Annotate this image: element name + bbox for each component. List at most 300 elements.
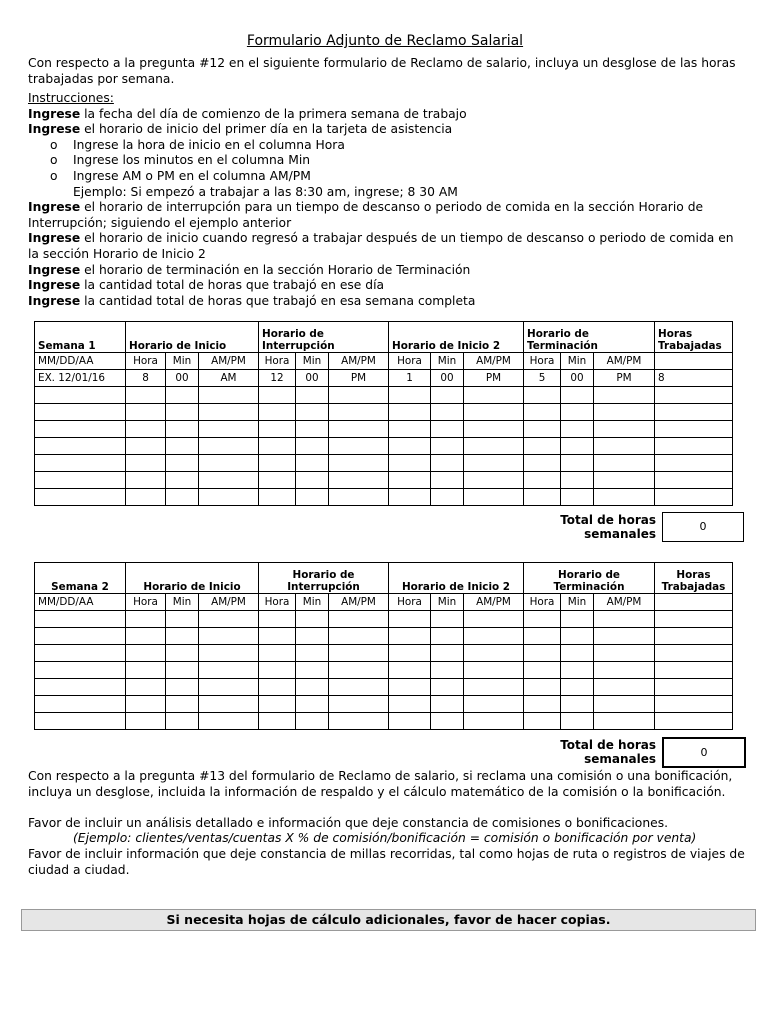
example-start2-min: 00 (431, 370, 464, 387)
hour-label: Hora (389, 353, 431, 370)
entry-cell[interactable] (259, 387, 296, 404)
example-break-min: 00 (296, 370, 329, 387)
entry-cell[interactable] (594, 628, 655, 645)
table-row (35, 645, 733, 662)
entry-cell[interactable] (594, 489, 655, 506)
entry-cell[interactable] (389, 679, 431, 696)
entry-cell[interactable] (594, 662, 655, 679)
table-row (35, 421, 733, 438)
entry-cell[interactable] (464, 611, 524, 628)
entry-cell[interactable] (594, 713, 655, 730)
bullet-marker: o (50, 168, 58, 183)
entry-cell[interactable] (524, 472, 561, 489)
start-time-header: Horario de Inicio (126, 563, 259, 594)
entry-cell[interactable] (259, 662, 296, 679)
entry-cell[interactable] (259, 645, 296, 662)
min-label: Min (561, 353, 594, 370)
example-end-hour: 5 (524, 370, 561, 387)
entry-cell[interactable] (296, 713, 329, 730)
entry-cell[interactable] (296, 455, 329, 472)
entry-cell[interactable] (561, 404, 594, 421)
entry-cell[interactable] (431, 455, 464, 472)
instruction-line-2: Ingrese el horario de inicio del primer día en la tarjeta de asistencia (28, 122, 453, 137)
entry-cell[interactable] (389, 387, 431, 404)
end-time-header: Horario de Terminación (524, 563, 655, 594)
entry-cell[interactable] (389, 628, 431, 645)
entry-cell[interactable] (594, 645, 655, 662)
entry-cell[interactable] (296, 679, 329, 696)
entry-cell[interactable] (431, 489, 464, 506)
entry-cell[interactable] (35, 404, 126, 421)
example-end-min: 00 (561, 370, 594, 387)
entry-cell[interactable] (199, 404, 259, 421)
entry-cell[interactable] (126, 421, 166, 438)
min-label: Min (296, 594, 329, 611)
entry-cell[interactable] (126, 662, 166, 679)
entry-cell[interactable] (329, 628, 389, 645)
entry-cell[interactable] (431, 713, 464, 730)
table-row (35, 662, 733, 679)
hours-worked-header: Horas Trabajadas (655, 563, 733, 594)
hour-label: Hora (126, 353, 166, 370)
example-end-ampm: PM (594, 370, 655, 387)
instructions-heading: Instrucciones: (28, 91, 114, 105)
table-row (35, 696, 733, 713)
example-row (35, 370, 733, 387)
example-start-ampm: AM (199, 370, 259, 387)
instruction-line-7: Ingrese la cantidad total de horas que trabajó en esa semana completa (28, 293, 476, 308)
entry-cell[interactable] (524, 679, 561, 696)
entry-cell[interactable] (524, 645, 561, 662)
entry-cell[interactable] (35, 489, 126, 506)
entry-cell[interactable] (594, 387, 655, 404)
entry-cell[interactable] (655, 387, 733, 404)
ampm-label: AM/PM (464, 353, 524, 370)
entry-cell[interactable] (524, 489, 561, 506)
entry-cell[interactable] (166, 645, 199, 662)
ampm-label: AM/PM (199, 594, 259, 611)
entry-cell[interactable] (35, 628, 126, 645)
entry-cell[interactable] (594, 696, 655, 713)
entry-cell[interactable] (296, 387, 329, 404)
hour-label: Hora (259, 594, 296, 611)
example-start2-ampm: PM (464, 370, 524, 387)
table-row (35, 404, 733, 421)
instruction-line-6: Ingrese la cantidad total de horas que trabajó en ese día (28, 278, 385, 293)
entry-cell[interactable] (199, 628, 259, 645)
entry-cell[interactable] (35, 713, 126, 730)
entry-cell[interactable] (431, 662, 464, 679)
entry-cell[interactable] (126, 628, 166, 645)
hour-label: Hora (259, 353, 296, 370)
week2-total-field[interactable]: 0 (662, 737, 746, 768)
analysis-note: Favor de incluir un análisis detallado e información que deje constancia de comisiones o bonificaciones. (28, 815, 669, 830)
entry-cell[interactable] (389, 611, 431, 628)
entry-cell[interactable] (199, 662, 259, 679)
ampm-label: AM/PM (329, 353, 389, 370)
min-label: Min (166, 353, 199, 370)
entry-cell[interactable] (561, 662, 594, 679)
entry-cell[interactable] (199, 645, 259, 662)
entry-cell[interactable] (594, 404, 655, 421)
instruction-bullet: o Ingrese la hora de inicio en el columna Hora (50, 137, 345, 152)
entry-cell[interactable] (35, 455, 126, 472)
hour-label: Hora (126, 594, 166, 611)
entry-cell[interactable] (126, 404, 166, 421)
hours-cell (655, 594, 733, 611)
entry-cell[interactable] (329, 421, 389, 438)
week-header: Semana 2 (35, 563, 126, 594)
instruction-bullet: o Ingrese AM o PM en el columna AM/PM (50, 168, 311, 183)
entry-cell[interactable] (464, 679, 524, 696)
entry-cell[interactable] (464, 489, 524, 506)
entry-cell[interactable] (389, 404, 431, 421)
entry-cell[interactable] (296, 489, 329, 506)
entry-cell[interactable] (126, 645, 166, 662)
entry-cell[interactable] (296, 628, 329, 645)
table-row (35, 472, 733, 489)
example-break-ampm: PM (329, 370, 389, 387)
entry-cell[interactable] (655, 455, 733, 472)
entry-cell[interactable] (199, 696, 259, 713)
entry-cell[interactable] (329, 679, 389, 696)
entry-cell[interactable] (259, 696, 296, 713)
entry-cell[interactable] (329, 696, 389, 713)
entry-cell[interactable] (524, 713, 561, 730)
entry-cell[interactable] (166, 404, 199, 421)
entry-cell[interactable] (126, 713, 166, 730)
entry-cell[interactable] (561, 387, 594, 404)
instruction-line-1: Ingrese la fecha del día de comienzo de la primera semana de trabajo (28, 106, 467, 121)
entry-cell[interactable] (594, 455, 655, 472)
entry-cell[interactable] (431, 404, 464, 421)
entry-cell[interactable] (329, 455, 389, 472)
entry-cell[interactable] (296, 438, 329, 455)
table-row (35, 387, 733, 404)
bottom-notes (28, 769, 748, 878)
entry-cell[interactable] (464, 645, 524, 662)
entry-cell[interactable] (464, 438, 524, 455)
entry-cell[interactable] (259, 713, 296, 730)
entry-cell[interactable] (431, 679, 464, 696)
entry-cell[interactable] (296, 645, 329, 662)
example-date: EX. 12/01/16 (35, 370, 126, 387)
week2-table (34, 562, 733, 730)
entry-cell[interactable] (296, 662, 329, 679)
entry-cell[interactable] (259, 679, 296, 696)
entry-cell[interactable] (655, 696, 733, 713)
entry-cell[interactable] (199, 713, 259, 730)
entry-cell[interactable] (199, 472, 259, 489)
entry-cell[interactable] (524, 387, 561, 404)
week-header: Semana 1 (35, 322, 126, 353)
entry-cell[interactable] (389, 696, 431, 713)
min-label: Min (561, 594, 594, 611)
instructions-block (28, 91, 748, 309)
instruction-line-5: Ingrese el horario de terminación en la sección Horario de Terminación (28, 262, 471, 277)
entry-cell[interactable] (655, 421, 733, 438)
entry-cell[interactable] (655, 472, 733, 489)
entry-cell[interactable] (389, 421, 431, 438)
entry-cell[interactable] (329, 713, 389, 730)
example-start2-hour: 1 (389, 370, 431, 387)
entry-cell[interactable] (329, 387, 389, 404)
entry-cell[interactable] (259, 438, 296, 455)
week2-empty-rows (35, 611, 733, 730)
instruction-line-3: Ingrese el horario de interrupción para un tiempo de descanso o periodo de comida en la sección Horario de Interrupción; siguiendo el ejemplo anterior (28, 200, 704, 230)
entry-cell[interactable] (199, 611, 259, 628)
entry-cell[interactable] (431, 421, 464, 438)
entry-cell[interactable] (524, 421, 561, 438)
entry-cell[interactable] (329, 645, 389, 662)
example-break-hour: 12 (259, 370, 296, 387)
entry-cell[interactable] (431, 438, 464, 455)
entry-cell[interactable] (35, 645, 126, 662)
entry-cell[interactable] (561, 645, 594, 662)
instruction-verb: Ingrese (28, 200, 81, 215)
min-label: Min (431, 353, 464, 370)
entry-cell[interactable] (35, 696, 126, 713)
entry-cell[interactable] (126, 679, 166, 696)
entry-cell[interactable] (431, 387, 464, 404)
ampm-label: AM/PM (464, 594, 524, 611)
entry-cell[interactable] (464, 662, 524, 679)
entry-cell[interactable] (329, 472, 389, 489)
break-time-header: Horario de Interrupción (259, 563, 389, 594)
entry-cell[interactable] (126, 696, 166, 713)
entry-cell[interactable] (259, 489, 296, 506)
entry-cell[interactable] (329, 489, 389, 506)
entry-cell[interactable] (524, 611, 561, 628)
example-start-min: 00 (166, 370, 199, 387)
entry-cell[interactable] (329, 438, 389, 455)
entry-cell[interactable] (431, 628, 464, 645)
start-time-header: Horario de Inicio (126, 322, 259, 353)
entry-cell[interactable] (561, 628, 594, 645)
entry-cell[interactable] (166, 696, 199, 713)
instruction-verb: Ingrese (28, 262, 81, 277)
entry-cell[interactable] (259, 455, 296, 472)
mileage-note: Favor de incluir información que deje constancia de millas recorridas, tal como hojas de ruta o registros de viajes de ciudad a ciudad. (28, 846, 745, 877)
entry-cell[interactable] (464, 387, 524, 404)
entry-cell[interactable] (464, 455, 524, 472)
entry-cell[interactable] (464, 421, 524, 438)
ampm-label: AM/PM (329, 594, 389, 611)
table-row (35, 611, 733, 628)
entry-cell[interactable] (464, 404, 524, 421)
entry-cell[interactable] (655, 645, 733, 662)
entry-cell[interactable] (199, 455, 259, 472)
entry-cell[interactable] (389, 713, 431, 730)
entry-cell[interactable] (166, 421, 199, 438)
entry-cell[interactable] (655, 611, 733, 628)
week1-empty-rows (35, 387, 733, 506)
entry-cell[interactable] (464, 696, 524, 713)
entry-cell[interactable] (655, 489, 733, 506)
entry-cell[interactable] (389, 489, 431, 506)
entry-cell[interactable] (389, 438, 431, 455)
entry-cell[interactable] (389, 455, 431, 472)
entry-cell[interactable] (561, 438, 594, 455)
entry-cell[interactable] (199, 438, 259, 455)
table-row (35, 438, 733, 455)
entry-cell[interactable] (126, 489, 166, 506)
entry-cell[interactable] (166, 611, 199, 628)
entry-cell[interactable] (594, 679, 655, 696)
page-title: Formulario Adjunto de Reclamo Salarial (246, 33, 524, 49)
hour-label: Hora (524, 353, 561, 370)
entry-cell[interactable] (464, 628, 524, 645)
weekly-total-label: Total de horas semanales (560, 513, 656, 541)
end-time-header: Horario de Terminación (524, 322, 655, 353)
entry-cell[interactable] (166, 489, 199, 506)
table-subheader-row (35, 353, 733, 370)
entry-cell[interactable] (561, 421, 594, 438)
table-row (35, 628, 733, 645)
ampm-label: AM/PM (594, 353, 655, 370)
entry-cell[interactable] (35, 387, 126, 404)
entry-cell[interactable] (296, 472, 329, 489)
hour-label: Hora (524, 594, 561, 611)
entry-cell[interactable] (166, 662, 199, 679)
min-label: Min (296, 353, 329, 370)
min-label: Min (166, 594, 199, 611)
instruction-verb: Ingrese (28, 106, 81, 121)
entry-cell[interactable] (199, 387, 259, 404)
entry-cell[interactable] (259, 472, 296, 489)
entry-cell[interactable] (126, 438, 166, 455)
entry-cell[interactable] (431, 696, 464, 713)
table-header-row (35, 563, 733, 594)
commission-note: Con respecto a la pregunta #13 del formulario de Reclamo de salario, si reclama una comisión o una bonificación, incluya un desglose, incluida la información de respaldo y el cálculo matemático de la comisión o la bonificación. (28, 769, 733, 799)
entry-cell[interactable] (296, 421, 329, 438)
entry-cell[interactable] (431, 645, 464, 662)
entry-cell[interactable] (166, 438, 199, 455)
entry-cell[interactable] (655, 438, 733, 455)
entry-cell[interactable] (166, 679, 199, 696)
table-subheader-row (35, 594, 733, 611)
table-row (35, 713, 733, 730)
intro-text: Con respecto a la pregunta #12 en el siguiente formulario de Reclamo de salario, incluya un desglose de las horas trabajadas por semana. (28, 56, 736, 86)
entry-cell[interactable] (296, 611, 329, 628)
table-row (35, 679, 733, 696)
entry-cell[interactable] (431, 472, 464, 489)
entry-cell[interactable] (166, 472, 199, 489)
entry-cell[interactable] (561, 611, 594, 628)
entry-cell[interactable] (561, 489, 594, 506)
bullet-marker: o (50, 153, 58, 168)
entry-cell[interactable] (524, 696, 561, 713)
entry-cell[interactable] (166, 387, 199, 404)
entry-cell[interactable] (126, 472, 166, 489)
instruction-verb: Ingrese (28, 278, 81, 293)
entry-cell[interactable] (296, 404, 329, 421)
entry-cell[interactable] (259, 421, 296, 438)
entry-cell[interactable] (35, 611, 126, 628)
hours-worked-header: Horas Trabajadas (655, 322, 733, 353)
entry-cell[interactable] (35, 421, 126, 438)
entry-cell[interactable] (464, 713, 524, 730)
entry-cell[interactable] (126, 455, 166, 472)
instruction-line-4: Ingrese el horario de inicio cuando regresó a trabajar después de un tiempo de descanso o periodo de comida en la sección Horario de Inicio 2 (28, 231, 734, 261)
table-row (35, 489, 733, 506)
entry-cell[interactable] (524, 455, 561, 472)
entry-cell[interactable] (524, 628, 561, 645)
table-header-row (35, 322, 733, 353)
entry-cell[interactable] (166, 455, 199, 472)
entry-cell[interactable] (199, 489, 259, 506)
instruction-verb: Ingrese (28, 293, 81, 308)
hours-cell (655, 353, 733, 370)
entry-cell[interactable] (35, 438, 126, 455)
week1-table (34, 321, 733, 506)
entry-cell[interactable] (166, 628, 199, 645)
ampm-label: AM/PM (199, 353, 259, 370)
example-hours: 8 (655, 370, 733, 387)
entry-cell[interactable] (35, 662, 126, 679)
entry-cell[interactable] (199, 679, 259, 696)
entry-cell[interactable] (594, 438, 655, 455)
start2-time-header: Horario de Inicio 2 (389, 322, 524, 353)
entry-cell[interactable] (655, 628, 733, 645)
entry-cell[interactable] (594, 472, 655, 489)
entry-cell[interactable] (329, 611, 389, 628)
min-label: Min (431, 594, 464, 611)
bullet-marker: o (50, 137, 58, 152)
entry-cell[interactable] (524, 438, 561, 455)
entry-cell[interactable] (329, 662, 389, 679)
entry-cell[interactable] (561, 472, 594, 489)
entry-cell[interactable] (594, 421, 655, 438)
entry-cell[interactable] (329, 404, 389, 421)
example-start-hour: 8 (126, 370, 166, 387)
entry-cell[interactable] (561, 679, 594, 696)
date-format-label: MM/DD/AA (35, 353, 126, 370)
entry-cell[interactable] (126, 387, 166, 404)
weekly-total-label: Total de horas semanales (560, 738, 656, 766)
entry-cell[interactable] (35, 679, 126, 696)
entry-cell[interactable] (524, 404, 561, 421)
entry-cell[interactable] (561, 696, 594, 713)
date-format-label: MM/DD/AA (35, 594, 126, 611)
entry-cell[interactable] (655, 713, 733, 730)
entry-cell[interactable] (594, 611, 655, 628)
entry-cell[interactable] (561, 713, 594, 730)
entry-cell[interactable] (259, 611, 296, 628)
entry-cell[interactable] (431, 611, 464, 628)
entry-cell[interactable] (296, 696, 329, 713)
entry-cell[interactable] (389, 645, 431, 662)
entry-cell[interactable] (199, 421, 259, 438)
entry-cell[interactable] (35, 472, 126, 489)
entry-cell[interactable] (524, 662, 561, 679)
entry-cell[interactable] (259, 628, 296, 645)
instruction-bullet: o Ingrese los minutos en el columna Min (50, 153, 311, 168)
entry-cell[interactable] (655, 404, 733, 421)
commission-example: (Ejemplo: clientes/ventas/cuentas X % de comisión/bonificación = comisión o bonificación por venta) (73, 831, 697, 846)
ampm-label: AM/PM (594, 594, 655, 611)
entry-cell[interactable] (259, 404, 296, 421)
entry-cell[interactable] (389, 472, 431, 489)
entry-cell[interactable] (166, 713, 199, 730)
week1-total-field[interactable]: 0 (662, 512, 744, 542)
entry-cell[interactable] (655, 662, 733, 679)
entry-cell[interactable] (389, 662, 431, 679)
entry-cell[interactable] (126, 611, 166, 628)
entry-cell[interactable] (464, 472, 524, 489)
entry-cell[interactable] (655, 679, 733, 696)
entry-cell[interactable] (561, 455, 594, 472)
